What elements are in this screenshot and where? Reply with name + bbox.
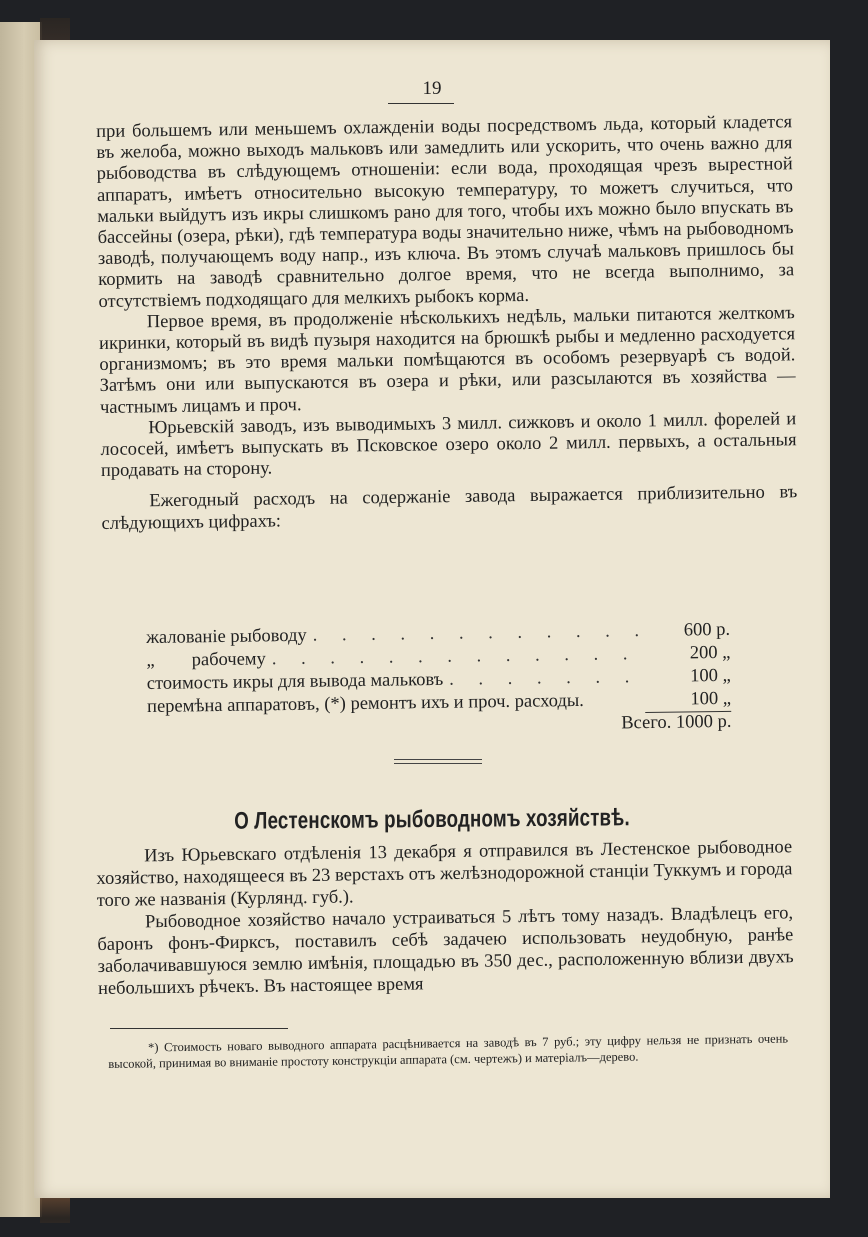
expense-amount: 600 р.	[683, 619, 731, 641]
expense-label: жалованіе рыбоводу	[146, 625, 307, 648]
expense-amount: 100 „	[690, 665, 731, 687]
body-text-bottom	[96, 836, 794, 1000]
paragraph: Рыбоводное хозяйство начало устраиваться 5 лѣтъ тому назадъ. Владѣлецъ его, баронъ фонъ-Фирксъ, поставилъ себѣ задачею использовать неудобную, ранѣе заболачивавшуюся землю имѣнія, площадью въ 350 дес., расположенную вблизи двухъ небольшихъ рѣчекъ. Въ настоящее время	[97, 903, 794, 999]
paragraph: при большемъ или меньшемъ охлажденіи воды посредствомъ льда, который кладется въ желоба, можно выходъ мальковъ или замедлить или ускорить, что очень важно для рыбоводства въ слѣдующемъ отношеніи: если вода, проходящая чрезъ вырестной аппаратъ, имѣетъ относительно высокую температуру, то можетъ случиться, что мальки выйдутъ изъ икры слишкомъ рано для того, чтобы ихъ можно было впускать въ бассейны (озера, рѣки), гдѣ температура воды значительно ниже, чѣмъ на рыбоводномъ заводѣ, получающемъ воду напр., изъ ключа. Въ этомъ случаѣ мальковъ пришлось бы кормить на заводѣ сравнительно долгое время, что не всегда выполнимо, за отсутствіемъ подходящаго для мелкихъ рыбокъ корма.	[96, 112, 795, 312]
page-number: 19	[422, 78, 442, 99]
section-heading: О Лестенскомъ рыбоводномъ хозяйствѣ.	[234, 804, 630, 835]
page-number-rule	[388, 103, 454, 104]
expense-amount: 200 „	[689, 642, 731, 664]
book-page	[34, 40, 830, 1198]
expense-amount: 100 „	[645, 688, 731, 713]
body-text-top	[96, 112, 798, 535]
expense-label: стоимость икры для вывода мальковъ	[146, 669, 444, 694]
expense-total-text: Всего. 1000 р.	[621, 711, 732, 734]
footnote-text: *) Стоимость новаго выводного аппарата расцѣнивается на заводѣ въ 7 руб.; эту цифру нельзя не признать очень высокой, принимая во вниманіе простоту конструкціи аппарата (см. чертежъ) и матеріалъ—дерево.	[108, 1031, 789, 1071]
paragraph: Юрьевскій заводъ, изъ выводимыхъ 3 милл. сижковъ и около 1 милл. форелей и лососей, имѣетъ выпускать въ Псковское озеро около 2 милл. первыхъ, а остальныя продавать на сторону.	[100, 409, 797, 482]
expense-label: „ рабочему	[146, 649, 266, 671]
paragraph: Первое время, въ продолженіе нѣсколькихъ недѣль, мальки питаются желткомъ икринки, который въ видѣ пузыря находится на брюшкѣ рыбы и медленно расходуется организмомъ; въ это время мальки помѣщаются въ особомъ резервуарѣ съ водой. Затѣмъ они или выпускаются въ озера и рѣки, или разсылаются въ хозяйства — частнымъ лицамъ и проч.	[98, 303, 796, 418]
expense-label: перемѣна аппаратовъ, (*) ремонтъ ихъ и проч. расходы.	[146, 690, 585, 717]
paragraph: Ежегодный расходъ на содержаніе завода выражается приблизительно въ слѣдующихъ цифрахъ:	[101, 482, 798, 534]
section-divider	[394, 759, 482, 764]
paragraph: Изъ Юрьевскаго отдѣленія 13 декабря я отправился въ Лестенское рыбоводное хозяйство, находящееся въ 23 верстахъ отъ желѣзнодорожной станціи Туккумъ и города того же названія (Курлянд. губ.).	[96, 837, 793, 911]
footnote	[108, 1031, 788, 1072]
footnote-rule	[110, 1028, 288, 1029]
expense-table	[146, 619, 732, 743]
leader-dots	[443, 666, 645, 692]
